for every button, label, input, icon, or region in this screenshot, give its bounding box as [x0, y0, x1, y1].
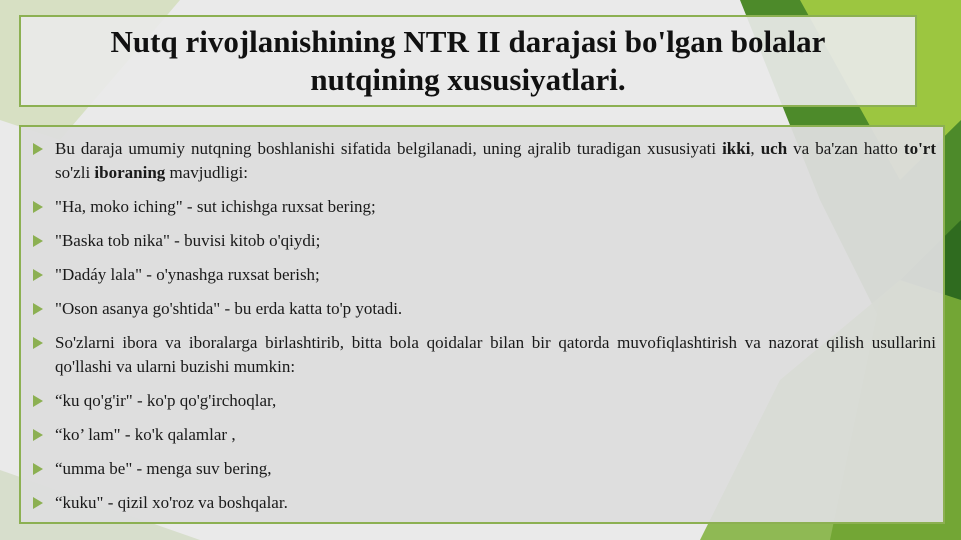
bullet-item [33, 389, 936, 413]
bullet-text: Bu daraja umumiy nutqning boshlanishi sifatida belgilanadi, uning ajralib turadigan xususiyati [55, 139, 723, 158]
bullet-bold-text: iboraning [94, 163, 166, 182]
bullet-text: "Dadáy lala" - o'ynashga ruxsat berish; [55, 265, 320, 284]
bullet-list [21, 127, 943, 515]
bullet-arrow-icon [33, 201, 43, 213]
bullet-text: va ba'zan hatto [787, 139, 904, 158]
bullet-text: "Oson asanya go'shtida" - bu erda katta to'p yotadi. [55, 299, 403, 318]
bullet-arrow-icon [33, 463, 43, 475]
bullet-text: “ku qo'g'ir" - ko'p qo'g'irchoqlar, [55, 391, 277, 410]
bullet-item [33, 457, 936, 481]
bullet-arrow-icon [33, 143, 43, 155]
bullet-arrow-icon [33, 337, 43, 349]
bullet-item [33, 263, 936, 287]
bullet-item [33, 423, 936, 447]
bullet-item [33, 297, 936, 321]
bullet-text: "Ha, moko iching" - sut ichishga ruxsat bering; [55, 197, 376, 216]
bullet-text: “kuku" - qizil xo'roz va boshqalar. [55, 493, 288, 512]
bullet-text: so'zli [55, 163, 95, 182]
bullet-text: mavjudligi: [165, 163, 248, 182]
bullet-arrow-icon [33, 429, 43, 441]
content-box [19, 125, 945, 524]
bullet-text: "Baska tob nika" - buvisi kitob o'qiydi; [55, 231, 321, 250]
bullet-text: “umma be" - menga suv bering, [55, 459, 272, 478]
bullet-bold-text: uch [760, 139, 788, 158]
bullet-arrow-icon [33, 235, 43, 247]
bullet-item [33, 331, 936, 379]
bullet-text: “ko’ lam" - ko'k qalamlar , [55, 425, 236, 444]
bullet-text: , [750, 139, 761, 158]
bullet-item [33, 491, 936, 515]
bullet-item [33, 195, 936, 219]
bullet-arrow-icon [33, 497, 43, 509]
bullet-bold-text: ikki [722, 139, 751, 158]
bullet-item [33, 229, 936, 253]
bullet-arrow-icon [33, 395, 43, 407]
bullet-arrow-icon [33, 303, 43, 315]
title-box [19, 15, 917, 107]
slide-title: Nutq rivojlanishining NTR II darajasi bo'lgan bolalar nutqining xususiyatlari. [110, 24, 826, 97]
bullet-item [33, 137, 936, 185]
bullet-bold-text: to'rt [903, 139, 936, 158]
bullet-text: So'zlarni ibora va iboralarga birlashtirib, bitta bola qoidalar bilan bir qatorda muvofiqlashtirish va nazorat qilish usullarini qo'llashi va ularni buzishi mumkin: [55, 333, 936, 376]
bullet-arrow-icon [33, 269, 43, 281]
